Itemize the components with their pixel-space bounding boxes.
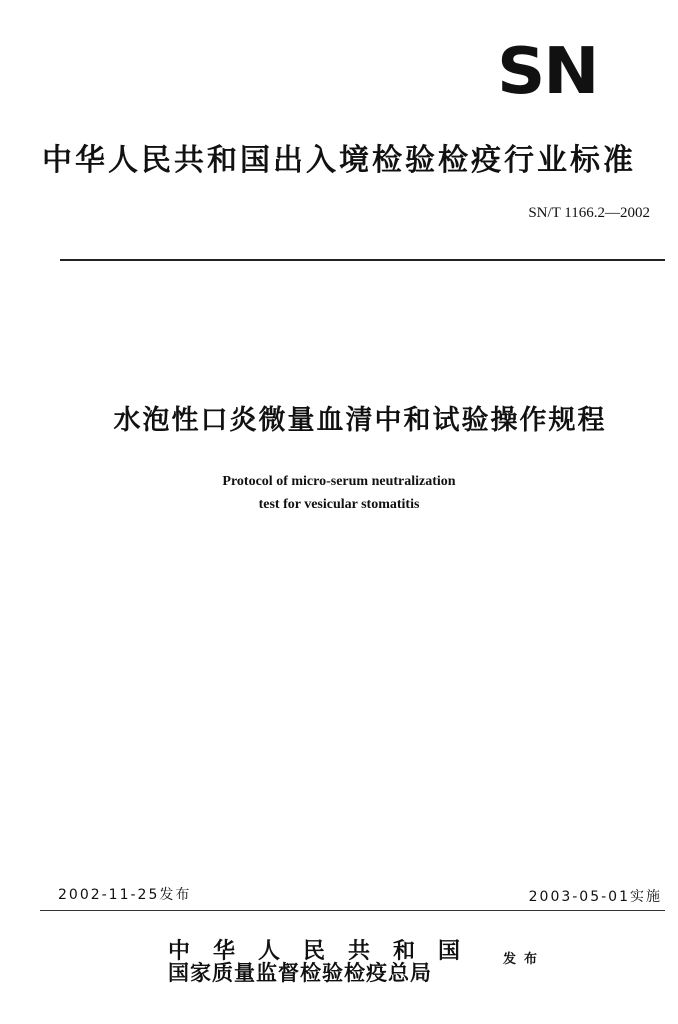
standard-category-title: 中华人民共和国出入境检验检疫行业标准	[42, 143, 636, 178]
document-title-en-line2: test for vesicular stomatitis	[258, 497, 420, 512]
publish-label: 发布	[503, 952, 546, 967]
top-divider	[60, 259, 665, 261]
standard-code: SN/T 1166.2—2002	[528, 205, 650, 221]
sn-logo: SN	[497, 35, 598, 109]
publisher-agency: 国家质量监督检验检疫总局	[168, 960, 432, 985]
document-title-en-line1: Protocol of micro-serum neutralization	[222, 474, 456, 489]
effective-date: 2003-05-01实施	[528, 889, 662, 905]
document-title-cn: 水泡性口炎微量血清中和试验操作规程	[113, 405, 607, 436]
bottom-divider	[40, 910, 665, 911]
document-title-en	[0, 470, 678, 516]
publisher-country: 中华人民共和国	[168, 938, 484, 964]
issue-date: 2002-11-25发布	[58, 887, 192, 903]
